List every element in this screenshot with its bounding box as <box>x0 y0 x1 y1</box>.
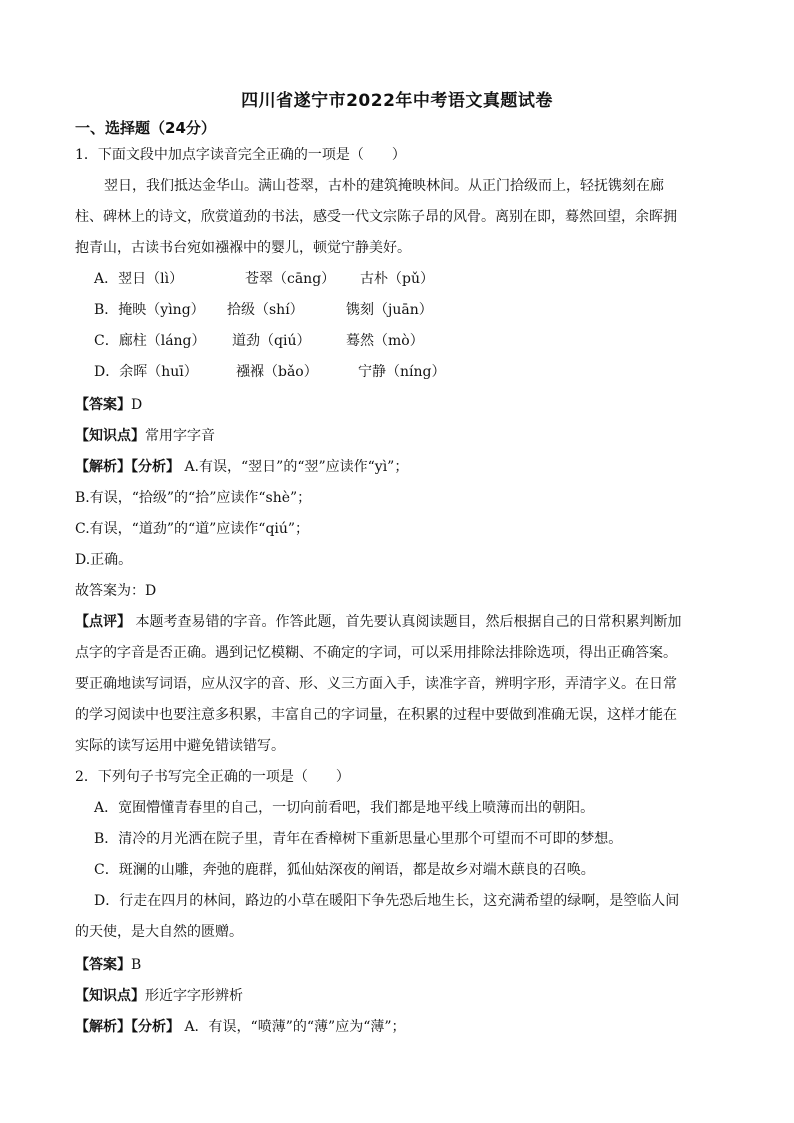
analysis-label: 【解析】【分析】 <box>75 459 180 475</box>
knowledge-point-label: 【知识点】 <box>75 428 145 444</box>
q1-option-a: A．翌日（lì） <box>94 271 184 287</box>
q1-analysis-line: D.正确。 <box>75 552 133 568</box>
answer-value: D <box>131 397 143 413</box>
q1-passage-line: 翌日，我们抵达金华山。满山苍翠，古朴的建筑掩映林间。从正门拾级而上，轻抚镌刻在廊 <box>104 178 664 194</box>
q1-comment <box>75 612 681 632</box>
q1-comment-line: 实际的读写运用中避免错读错写。 <box>75 738 285 754</box>
analysis-text: A．有误，“喷薄”的“薄”应为“薄”； <box>180 1019 406 1035</box>
q2-stem: 2．下列句子书写完全正确的一项是（ ） <box>75 769 350 785</box>
analysis-text: A.有误，“翌日”的“翌”应读作“yì”； <box>180 459 409 475</box>
q1-option-a-2: 苍翠（cāng） <box>245 271 336 287</box>
q1-analysis-line: 故答案为：D <box>75 583 157 599</box>
q1-analysis <box>75 457 408 477</box>
q1-option-c: C．廊柱（láng） <box>94 333 206 349</box>
q1-option-d: D．余晖（huī） <box>94 364 198 380</box>
q2-answer <box>75 955 141 975</box>
knowledge-point-label: 【知识点】 <box>75 988 145 1004</box>
q2-option-c: C．斑澜的山雕，奔弛的鹿群，狐仙姑深夜的阐语，都是故乡对端木蕻良的召唤。 <box>94 862 595 878</box>
q1-answer <box>75 395 142 415</box>
document-title: 四川省遂宁市2022年中考语文真题试卷 <box>241 91 553 111</box>
q2-option-d: D．行走在四月的林间，路边的小草在暖阳下争先恐后地生长，这充满希望的绿啊，是箜临人间 <box>94 893 680 909</box>
q1-comment-line: 点字的字音是否正确。遇到记忆模糊、不确定的字词，可以采用排除法排除选项，得出正确答案。 <box>75 645 677 661</box>
q1-option-b-3: 镌刻（juān） <box>346 302 433 318</box>
q2-analysis <box>75 1017 406 1037</box>
comment-label: 【点评】 <box>75 614 131 630</box>
q1-option-b-2: 拾级（shí） <box>227 302 304 318</box>
analysis-label: 【解析】【分析】 <box>75 1019 180 1035</box>
q1-option-b: B．掩映（yìng） <box>94 302 205 318</box>
knowledge-point-value: 形近字字形辨析 <box>145 988 243 1004</box>
q1-option-c-2: 道劲（qiú） <box>232 333 311 349</box>
q1-analysis-line: B.有误，“拾级”的“拾”应读作“shè”； <box>75 490 312 506</box>
q1-passage-line: 抱青山，古读书台宛如襁褓中的婴儿，顿觉宁静美好。 <box>75 240 411 256</box>
q1-option-d-3: 宁静（níng） <box>358 364 446 380</box>
q2-option-a: A．宽囿懵懂青春里的自己，一切向前看吧，我们都是地平线上喷薄而出的朝阳。 <box>94 800 595 816</box>
q1-passage-line: 柱、碑林上的诗文，欣赏道劲的书法，感受一代文宗陈子昂的风骨。离别在即，蓦然回望，余晖拥 <box>75 209 677 225</box>
q2-option-b: B．清冷的月光洒在院子里，青年在香樟树下重新思量心里那个可望而不可即的梦想。 <box>94 831 623 847</box>
answer-value: B <box>131 957 142 973</box>
q2-option-d-cont: 的天使，是大自然的匮赠。 <box>75 924 243 940</box>
q1-comment-line: 要正确地读写词语，应从汉字的音、形、义三方面入手，读准字音，辨明字形，弄清字义。在日常 <box>75 676 677 692</box>
q1-analysis-line: C.有误，“道劲”的“道”应读作“qiú”； <box>75 521 310 537</box>
q1-knowledge-point <box>75 426 215 446</box>
q1-comment-line: 的学习阅读中也要注意多积累，丰富自己的字词量，在积累的过程中要做到准确无误，这样才能在 <box>75 707 677 723</box>
q2-knowledge-point <box>75 986 243 1006</box>
comment-text: 本题考查易错的字音。作答此题，首先要认真阅读题目，然后根据自己的日常积累判断加 <box>131 614 682 630</box>
q1-stem: 1．下面文段中加点字读音完全正确的一项是（ ） <box>75 147 406 163</box>
section-heading: 一、选择题（24分） <box>75 119 216 137</box>
answer-label: 【答案】 <box>75 957 131 973</box>
q1-option-c-3: 蓦然（mò） <box>346 333 424 349</box>
q1-option-d-2: 襁褓（bǎo） <box>236 364 318 380</box>
answer-label: 【答案】 <box>75 397 131 413</box>
q1-option-a-3: 古朴（pǔ） <box>360 271 434 287</box>
knowledge-point-value: 常用字字音 <box>145 428 215 444</box>
